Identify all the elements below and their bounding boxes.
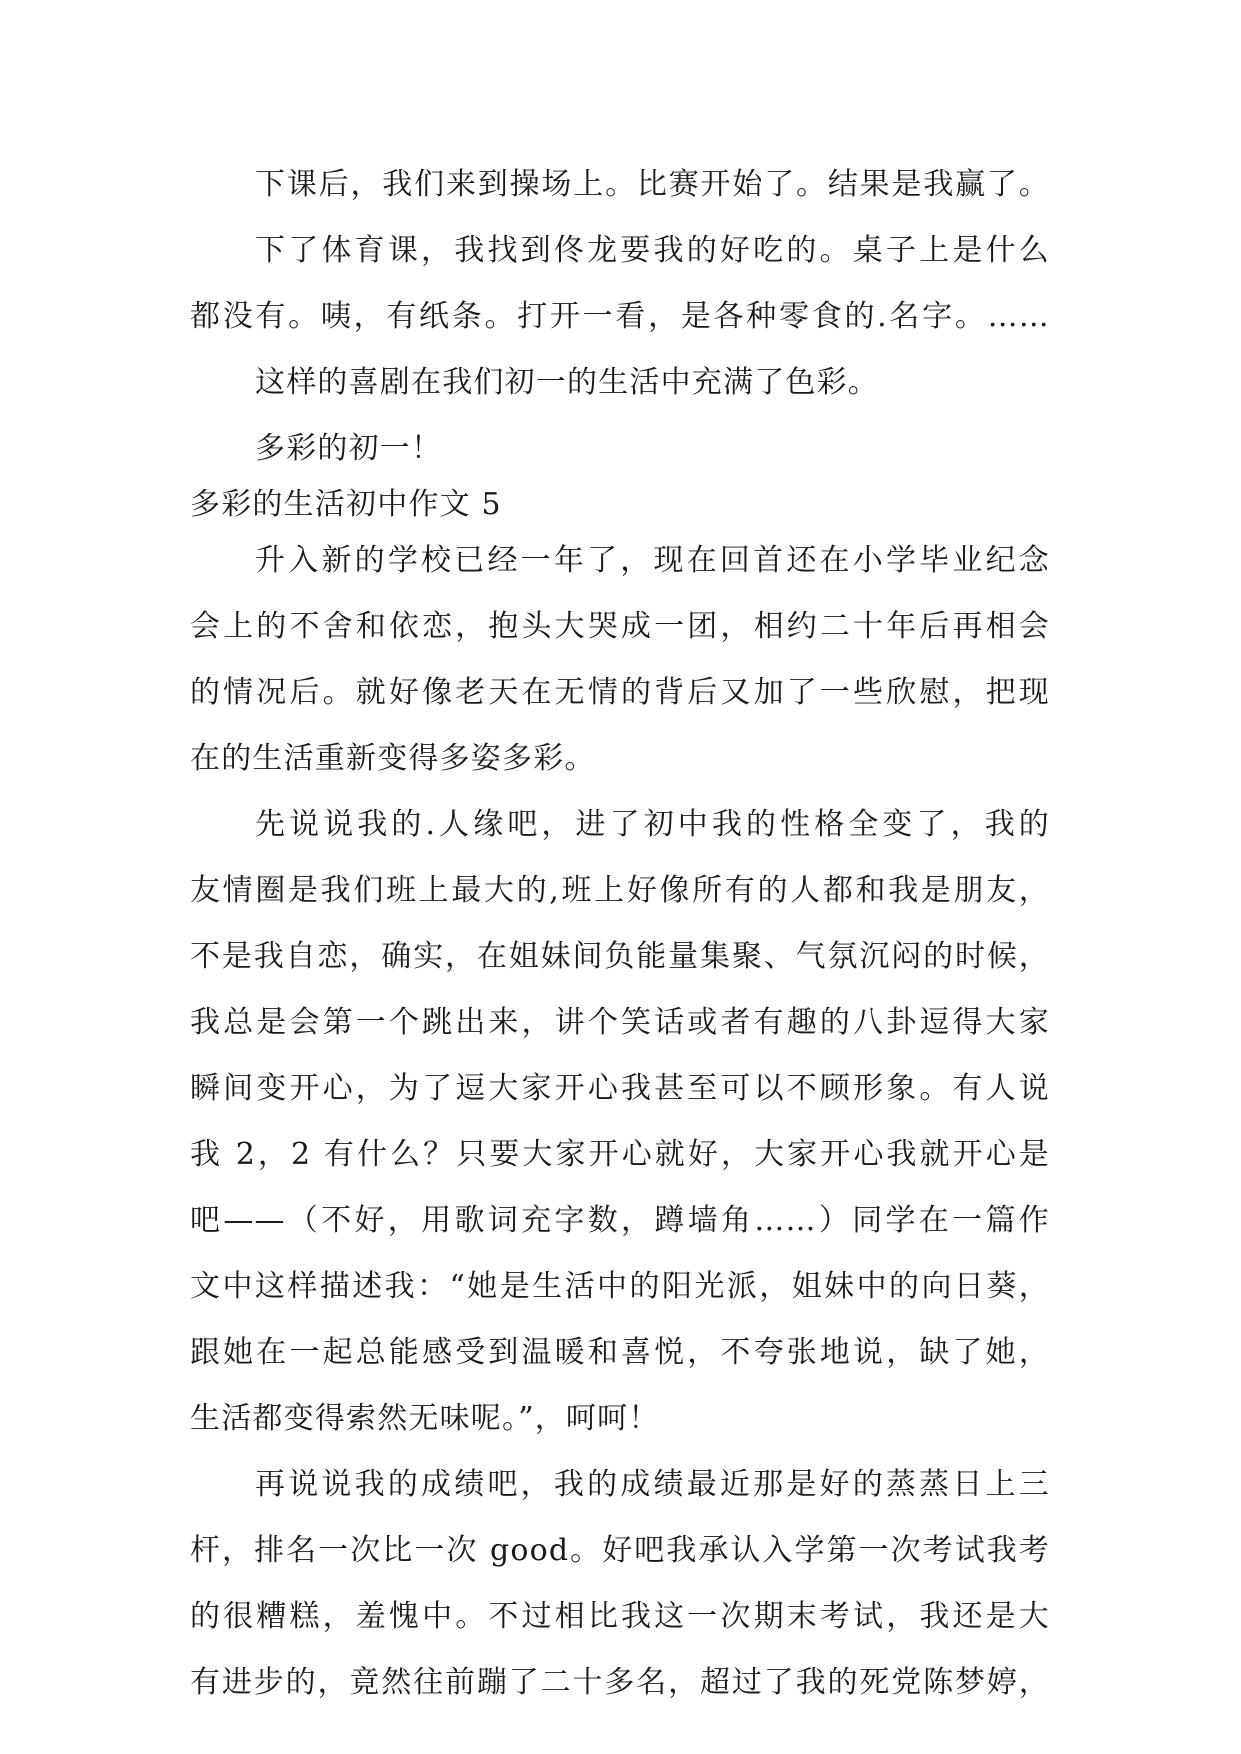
paragraph-line: 的很糟糕，羞愧中。不过相比我这一次期末考试，我还是大: [190, 1599, 1050, 1634]
paragraph-line: 友情圈是我们班上最大的,班上好像所有的人都和我是朋友，: [190, 873, 1050, 908]
paragraph-line: 瞬间变开心，为了逗大家开心我甚至可以不顾形象。有人说: [190, 1071, 1050, 1106]
paragraph-line: 会上的不舍和依恋，抱头大哭成一团，相约二十年后再相会: [190, 609, 1050, 644]
section-heading: 多彩的生活初中作文 5: [190, 487, 502, 522]
paragraph-line: 下课后，我们来到操场上。比赛开始了。结果是我赢了。: [255, 167, 1050, 202]
paragraph-line: 都没有。咦，有纸条。打开一看，是各种零食的.名字。……: [190, 299, 1050, 334]
paragraph-line: 再说说我的成绩吧，我的成绩最近那是好的蒸蒸日上三: [255, 1467, 1050, 1502]
paragraph-line: 我总是会第一个跳出来，讲个笑话或者有趣的八卦逗得大家: [190, 1005, 1050, 1040]
paragraph-line: 的情况后。就好像老天在无情的背后又加了一些欣慰，把现: [190, 675, 1050, 710]
paragraph-line: 有进步的，竟然往前蹦了二十多名，超过了我的死党陈梦婷，: [190, 1665, 1050, 1700]
paragraph-line: 这样的喜剧在我们初一的生活中充满了色彩。: [255, 365, 879, 400]
paragraph-line: 不是我自恋，确实，在姐妹间负能量集聚、气氛沉闷的时候，: [190, 939, 1050, 974]
paragraph-line: 升入新的学校已经一年了，现在回首还在小学毕业纪念: [255, 543, 1050, 578]
paragraph-line: 在的生活重新变得多姿多彩。: [190, 741, 596, 776]
paragraph-line: 生活都变得索然无味呢。”，呵呵！: [190, 1401, 660, 1436]
paragraph-line: 下了体育课，我找到佟龙要我的好吃的。桌子上是什么: [255, 233, 1050, 268]
paragraph-line: 多彩的初一！: [255, 431, 443, 466]
paragraph-line: 杆，排名一次比一次 good。好吧我承认入学第一次考试我考: [190, 1533, 1050, 1568]
paragraph-line: 先说说我的.人缘吧，进了初中我的性格全变了，我的: [255, 807, 1050, 842]
paragraph-line: 跟她在一起总能感受到温暖和喜悦，不夸张地说，缺了她，: [190, 1335, 1050, 1370]
paragraph-line: 吧——（不好，用歌词充字数，蹲墙角……）同学在一篇作: [190, 1203, 1050, 1238]
paragraph-line: 文中这样描述我：“她是生活中的阳光派，姐妹中的向日葵，: [190, 1269, 1050, 1304]
paragraph-line: 我 2，2 有什么？只要大家开心就好，大家开心我就开心是: [190, 1137, 1050, 1172]
